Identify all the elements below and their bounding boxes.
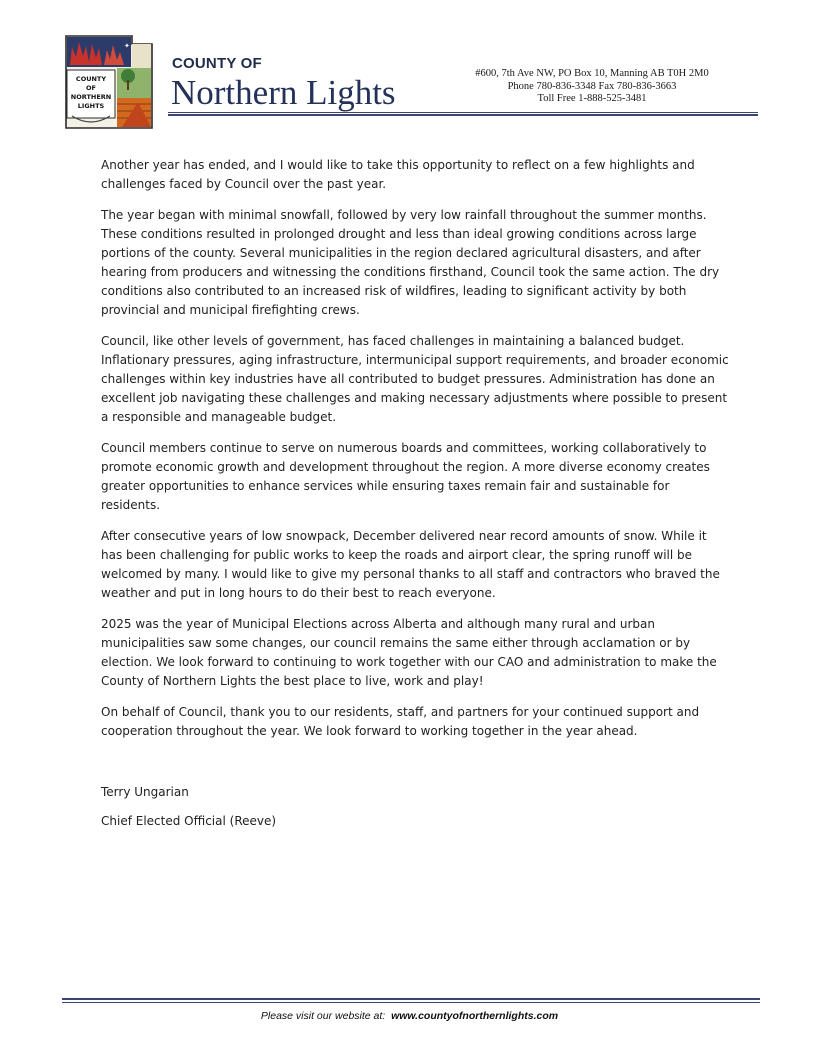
letter-body [101,156,731,753]
logo-text-line-2: OF [86,84,96,92]
paragraph-5: After consecutive years of low snowpack, December delivered near record amounts of snow. While it has been challenging for public works to keep the roads and airport clear, the spring runoff will be welcomed by many. I would like to give my personal thanks to all staff and contractors who braved the weather and put in long hours to do their best to reach everyone. [101,529,720,600]
logo-text-line-3: NORTHERN [70,93,112,101]
paragraph-2: The year began with minimal snowfall, followed by very low rainfall throughout the summer months. These conditions resulted in prolonged drought and less than ideal growing conditions across large portions of the county. Several municipalities in the region declared agricultural disasters, and after hearing from producers and witnessing the conditions firsthand, Council took the same action. The dry conditions also contributed to an increased risk of wildfires, leading to significant activity by both provincial and municipal firefighting crews. [101,208,720,317]
logo-text-line-1: COUNTY [75,75,107,83]
address-line: #600, 7th Ave NW, PO Box 10, Manning AB T0H 2M0 [475,68,709,79]
tollfree-line: Toll Free 1-888-525-3481 [537,93,647,104]
footer [0,1010,819,1022]
phone-line: Phone 780-836-3348 Fax 780-836-3663 [507,80,677,92]
paragraph-3: Council, like other levels of government, has faced challenges in maintaining a balanced budget. Inflationary pressures, aging infrastructure, intermunicipal support requirements, and broader economic challenges within key industries have all contributed to budget pressures. Administration has done an excellent job navigating these challenges and making necessary adjustments where possible to present a responsible and manageable budget. [101,334,729,424]
footer-website-link[interactable]: www.countyofnorthernlights.com [391,1010,559,1022]
paragraph-4: Council members continue to serve on numerous boards and committees, working collaboratively to promote economic growth and development throughout the region. A more diverse economy creates greater opportunities to enhance services while ensuring taxes remain fair and sustainable for residents. [101,441,710,512]
county-logo [62,32,158,132]
footer-prefix: Please visit our website at: [260,1010,386,1022]
letterhead-divider [168,112,758,117]
paragraph-7: On behalf of Council, thank you to our residents, staff, and partners for your continued support and cooperation throughout the year. We look forward to working together in the year ahead. [101,705,700,738]
logo-text-line-4: LIGHTS [77,102,105,110]
paragraph-1: Another year has ended, and I would like to take this opportunity to reflect on a few highlights and challenges faced by Council over the past year. [101,158,695,191]
letterhead-title-small: COUNTY OF [172,55,262,72]
svg-text:✦: ✦ [124,42,130,50]
letterhead-title-big: Northern Lights [171,73,396,112]
footer-divider [62,998,760,1003]
letterhead-address-block [452,68,732,106]
signer-title: Chief Elected Official (Reeve) [101,814,277,828]
signer-name: Terry Ungarian [101,785,189,799]
paragraph-6: 2025 was the year of Municipal Elections across Alberta and although many rural and urban municipalities saw some changes, our council remains the same either through acclamation or by election. We look forward to continuing to work together with our CAO and administration to make the County of Northern Lights the best place to live, work and play! [101,617,717,688]
